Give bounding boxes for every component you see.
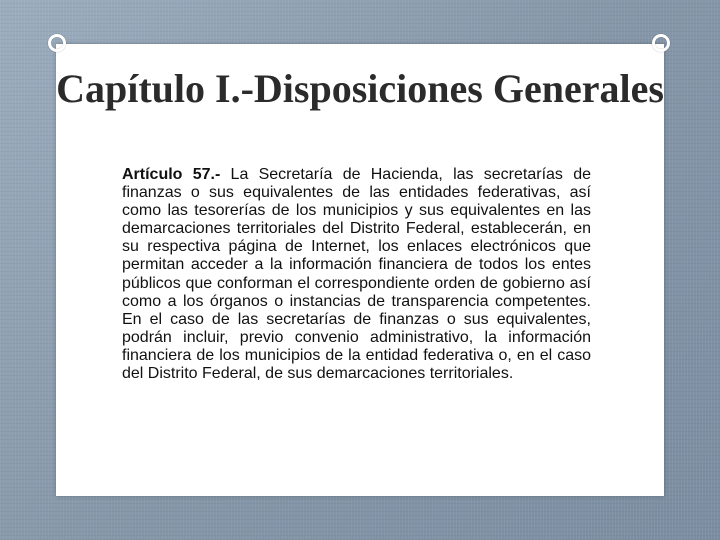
binder-ring-left-icon [48, 34, 66, 52]
binder-ring-right-icon [652, 34, 670, 52]
slide-title: Capítulo I.-Disposiciones Generales [56, 66, 664, 111]
article-paragraph [122, 166, 591, 383]
article-label: Artículo 57.- [122, 166, 221, 183]
article-text: La Secretaría de Hacienda, las secretarías de finanzas o sus equivalentes de las entidades federativas, así como las tesorerías de los municipios y sus equivalentes en las demarcaciones territoriales del Distrito Federal, establecerán, en su respectiva página de Internet, los enlaces electrónicos que permitan acceder a la información financiera de todos los entes públicos que conforman el correspondiente orden de gobierno así como a los órganos o instancias de transparencia competentes. En el caso de las secretarías de finanzas o sus equivalentes, podrán incluir, previo convenio administrativo, la información financiera de los municipios de la entidad federativa o, en el caso del Distrito Federal, de sus demarcaciones territoriales. [122, 166, 591, 383]
